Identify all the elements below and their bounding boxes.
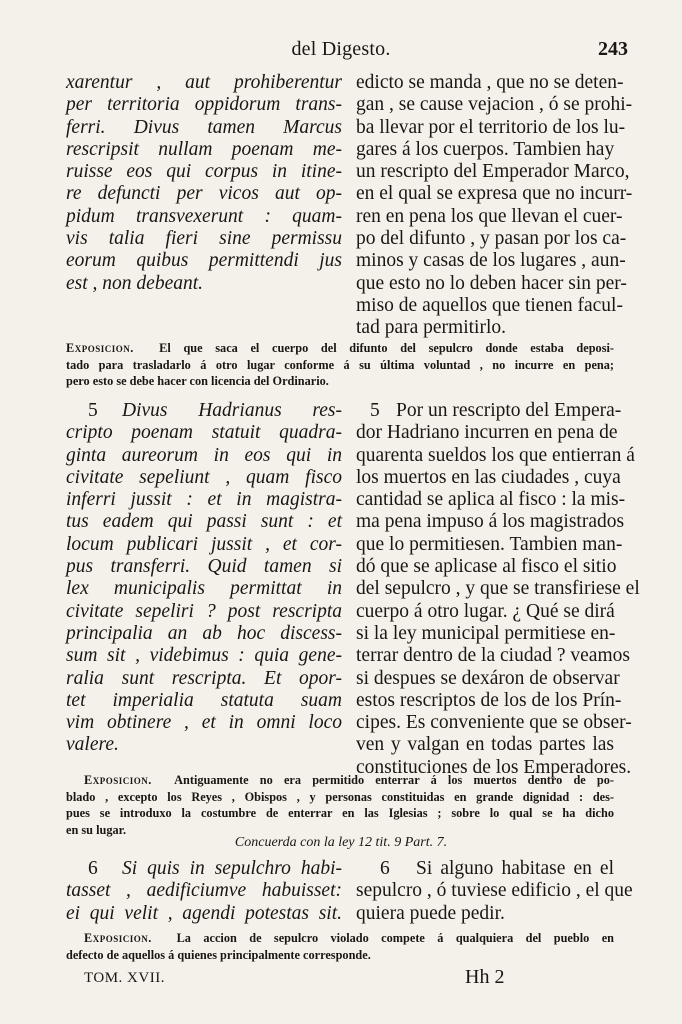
text-line: civitate sepeliunt , quam fisco bbox=[66, 466, 342, 488]
text-line: miso de aquellos que tienen facul- bbox=[356, 294, 623, 316]
text-line: cantidad se aplica al fisco : la mis- bbox=[356, 489, 626, 511]
text-line: principalia an ab hoc discess- bbox=[66, 622, 342, 644]
text-line: tado para trasladarlo á otro lugar conforme á su última voluntad , no incurre en pena; bbox=[66, 357, 614, 372]
text-line bbox=[66, 340, 614, 357]
text-line: dó que se aplicase al fisco el sitio bbox=[356, 556, 617, 578]
text-line: minos y casas de los lugares , aun- bbox=[356, 250, 626, 272]
text-line: Si alguno habitase en el bbox=[416, 858, 614, 879]
text-line: en el qual se expresa que no incurr- bbox=[356, 183, 633, 205]
text-line: edicto se manda , que no se deten- bbox=[356, 72, 624, 93]
spanish-text-section-1 bbox=[356, 72, 633, 340]
concordance-note: Concuerda con la ley 12 tit. 9 Part. 7. bbox=[234, 835, 448, 850]
latin-text-section-1 bbox=[66, 72, 342, 295]
text-line: tet imperialia statuta suam bbox=[66, 689, 342, 711]
text-line: ferri. Divus tamen Marcus bbox=[66, 116, 342, 138]
exposicion-text: El que saca el cuerpo del difunto del sepulcro donde estaba deposi- bbox=[159, 341, 614, 355]
text-line: terrar dentro de la ciudad ? veamos bbox=[356, 645, 630, 667]
text-line: pues se introduxo la costumbre de enterrar en las Iglesias ; sobre lo qual se ha dicho bbox=[66, 806, 614, 820]
text-line: sepulcro , ó tuviese edificio , el que bbox=[356, 880, 633, 902]
latin-text-section-5 bbox=[66, 400, 342, 757]
text-line: dor Hadriano incurren en pena de bbox=[356, 422, 618, 444]
text-line: que esto no lo deben hacer sin per- bbox=[356, 272, 627, 294]
text-line: tad para permitirlo. bbox=[356, 317, 506, 339]
text-line: per territoria oppidorum trans- bbox=[66, 94, 342, 116]
section-number: 5 bbox=[370, 400, 380, 421]
spanish-text-section-6 bbox=[356, 858, 633, 925]
text-line: est , non debeant. bbox=[66, 272, 204, 294]
text-line: eorum quibus permittendi jus bbox=[66, 250, 342, 272]
text-line: los muertos en las ciudades , cuya bbox=[356, 466, 621, 488]
text-line: Divus Hadrianus res- bbox=[122, 400, 342, 421]
text-line: en su lugar. bbox=[66, 822, 127, 837]
exposicion-section-1 bbox=[66, 340, 614, 390]
text-line: quarenta sueldos los que entierran á bbox=[356, 444, 635, 466]
text-line: pero esto se debe hacer con licencia del Ordinario. bbox=[66, 374, 329, 388]
text-line: vim obtinere , et in omni loco bbox=[66, 712, 342, 734]
signature-mark: Hh 2 bbox=[465, 966, 505, 988]
text-line: inferri jussit : et in magistra- bbox=[66, 489, 342, 511]
section-number: 6 bbox=[88, 858, 98, 879]
text-line: si despues se dexáron de observar bbox=[356, 667, 620, 689]
text-line: po del difunto , y pasan por los ca- bbox=[356, 228, 627, 250]
text-line: Por un rescripto del Empera- bbox=[396, 400, 622, 421]
text-line: ruisse eos qui corpus in itine- bbox=[66, 161, 342, 183]
text-line: gares á los cuerpos. Tambien hay bbox=[356, 138, 615, 160]
section-number: 5 bbox=[88, 400, 98, 421]
text-line bbox=[66, 930, 614, 947]
text-line: civitate sepeliri ? post rescripta bbox=[66, 600, 342, 622]
text-line: ven y valgan en todas partes las bbox=[356, 734, 614, 756]
exposicion-label: Exposicion. bbox=[84, 931, 152, 945]
text-line: tus eadem qui passi sunt : et bbox=[66, 511, 342, 533]
exposicion-text: La accion de sepulcro violado compete á qualquiera del pueblo en bbox=[176, 931, 614, 945]
latin-text-section-6 bbox=[66, 858, 342, 925]
text-line: cuerpo á otro lugar. ¿ Qué se dirá bbox=[356, 600, 615, 622]
text-line: si la ley municipal permitiese en- bbox=[356, 622, 616, 644]
text-line: locum publicari jussit , et cor- bbox=[66, 533, 342, 555]
text-line: lex municipalis permittat in bbox=[66, 578, 342, 600]
exposicion-label: Exposicion. bbox=[66, 341, 134, 355]
text-line: ralia sunt rescripta. Et opor- bbox=[66, 667, 342, 689]
text-line: Si quis in sepulchro habi- bbox=[122, 858, 342, 879]
text-line: pidum transvexerunt : quam- bbox=[66, 205, 342, 227]
exposicion-section-5 bbox=[66, 772, 614, 838]
text-line: gan , se cause vejacion , ó se prohi- bbox=[356, 94, 633, 116]
exposicion-text: Antiguamente no era permitido enterrar á los muertos dentro de po- bbox=[174, 773, 614, 787]
text-line: ginta aureorum in eos qui in bbox=[66, 444, 342, 466]
spanish-text-section-5 bbox=[356, 400, 640, 779]
text-line: ei qui velit , agendi potestas sit. bbox=[66, 902, 342, 924]
volume-mark: TOM. XVII. bbox=[84, 970, 165, 986]
text-line: re defuncti per vicos aut op- bbox=[66, 183, 342, 205]
text-line: quiera puede pedir. bbox=[356, 902, 505, 924]
text-line: vis talia fieri sine permissu bbox=[66, 228, 342, 250]
text-line: defecto de aquellos á quienes principalmente corresponde. bbox=[66, 947, 371, 962]
text-line: blado , excepto los Reyes , Obispos , y personas constituidas en grande dignidad : des- bbox=[66, 789, 614, 804]
text-line: cripto poenam statuit quadra- bbox=[66, 422, 342, 444]
exposicion-label: Exposicion. bbox=[84, 773, 152, 787]
page-number: 243 bbox=[598, 38, 628, 60]
text-line: que lo permitiesen. Tambien man- bbox=[356, 533, 623, 555]
exposicion-section-6 bbox=[66, 930, 614, 963]
text-line: tasset , aedificiumve habuisset: bbox=[66, 880, 342, 902]
text-line: constituciones de los Emperadores. bbox=[356, 756, 632, 778]
text-line: estos rescriptos de los de los Prín- bbox=[356, 689, 622, 711]
running-header: del Digesto. bbox=[291, 38, 391, 60]
text-line: ba llevar por el territorio de los lu- bbox=[356, 116, 626, 138]
text-line: un rescripto del Emperador Marco, bbox=[356, 161, 630, 183]
text-line: sum sit , videbimus : quia gene- bbox=[66, 645, 342, 667]
text-line bbox=[66, 772, 614, 789]
text-line: rescripsit nullam poenam me- bbox=[66, 138, 342, 160]
text-line: xarentur , aut prohiberentur bbox=[66, 72, 342, 93]
text-line: pus transferri. Quid tamen si bbox=[66, 556, 342, 578]
text-line: cipes. Es conveniente que se obser- bbox=[356, 712, 632, 734]
text-line: ma pena impuso á los magistrados bbox=[356, 511, 625, 533]
text-line: del sepulcro , y que se transfiriese el bbox=[356, 578, 640, 600]
text-line: valere. bbox=[66, 734, 119, 756]
text-line: ren en pena los que llevan el cuer- bbox=[356, 205, 623, 227]
section-number: 6 bbox=[380, 858, 390, 879]
